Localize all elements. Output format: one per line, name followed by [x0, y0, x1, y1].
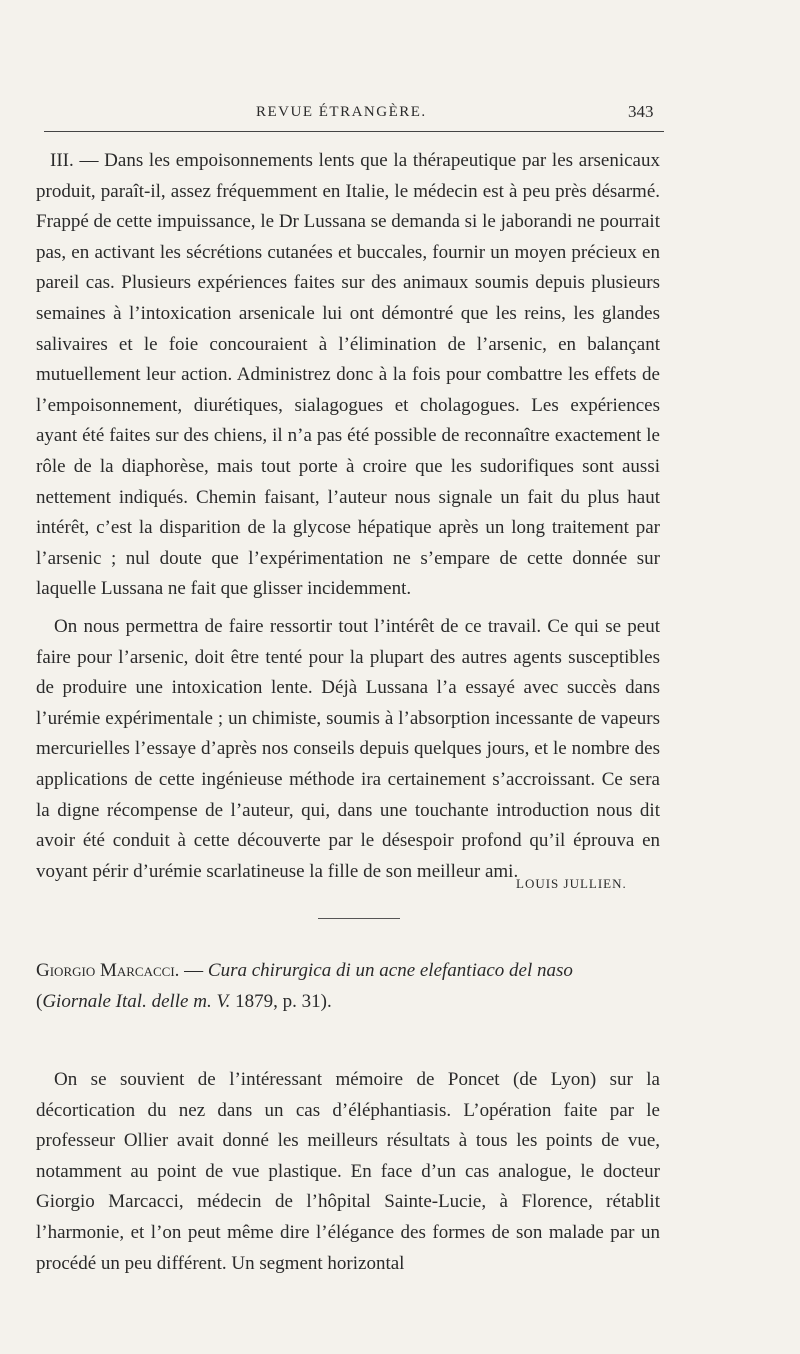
paragraph-text: On nous permettra de faire ressortir tout l’intérêt de ce travail. Ce qui se peut faire pour l’arsenic, doit être tenté pour la plupart des autres agents susceptibles de produire une intoxication lente. Déjà Lussana l’a essayé avec succès dans l’urémie expérimentale ; un chimiste, soumis à l’absorption incessante de vapeurs mercurielles l’essaye d’après nos conseils depuis quelques jours, et le nombre des applications de cette ingénieuse méthode ira certainement s’accroissant. Ce sera la digne récompense de l’auteur, qui, dans une touchante introduction nous dit avoir été conduit à cette découverte par le désespoir profond qu’il éprouva en voyant périr d’urémie scarlatineuse la fille de son meilleur ami.: [36, 616, 660, 882]
reference-title: Cura chirurgica di un acne elefantiaco del naso: [207, 960, 573, 981]
author-signature: LOUIS JULLIEN.: [516, 876, 627, 891]
paragraph-1: [36, 146, 660, 605]
header-rule: [44, 131, 664, 132]
reference-author: Giorgio Marcacci.: [36, 960, 180, 981]
reference-source: (Giornale Ital. delle m. V. 1879, p. 31).: [36, 990, 332, 1012]
section-divider: [318, 918, 400, 919]
reference-journal: Giornale Ital. delle m. V.: [42, 990, 231, 1012]
running-title: REVUE ÉTRANGÈRE.: [256, 104, 427, 120]
page-number: 343: [628, 102, 654, 121]
bibliographic-reference: [36, 956, 660, 1017]
reference-date-page: 1879, p. 31).: [230, 990, 332, 1012]
paragraph-3: [36, 1065, 660, 1279]
paragraph-text: III. — Dans les empoisonnements lents que la thérapeutique par les arsenicaux produit, paraît-il, assez fréquemment en Italie, le médecin est à peu près désarmé. Frappé de cette impuissance, le Dr Lussana se demanda si le jaborandi ne pourrait pas, en activant les sécrétions cutanées et buccales, fournir un moyen précieux en pareil cas. Plusieurs expériences faites sur des animaux soumis depuis plusieurs semaines à l’intoxication arsenicale lui ont démontré que les reins, les glandes salivaires et le foie concouraient à l’élimination de l’arsenic, en balançant mutuellement leur action. Administrez donc à la fois pour combattre les effets de l’empoisonnement, diurétiques, sialagogues et cholagogues. Les expériences ayant été faites sur des chiens, il n’a pas été possible de reconnaître exactement le rôle de la diaphorèse, mais tout porte à croire que les sudorifiques sont aussi nettement indiqués. Chemin faisant, l’auteur nous signale un fait du plus haut intérêt, c’est la disparition de la glycose hépatique après un long traitement par l’arsenic ; nul doute que l’expérimentation ne s’empare de cette donnée sur laquelle Lussana ne fait que glisser incidemment.: [36, 150, 660, 600]
reference-dash: —: [179, 960, 208, 981]
paragraph-text: On se souvient de l’intéressant mémoire de Poncet (de Lyon) sur la décortication du nez dans un cas d’éléphantiasis. L’opération faite par le professeur Ollier avait donné les meilleurs résultats à tous les points de vue, notamment au point de vue plastique. En face d’un cas analogue, le docteur Giorgio Marcacci, médecin de l’hôpital Sainte-Lucie, à Florence, rétablit l’harmonie, et l’on peut même dire l’élégance des formes de son malade par un procédé un peu différent. Un segment horizontal: [36, 1069, 660, 1274]
paragraph-2: [36, 612, 660, 887]
